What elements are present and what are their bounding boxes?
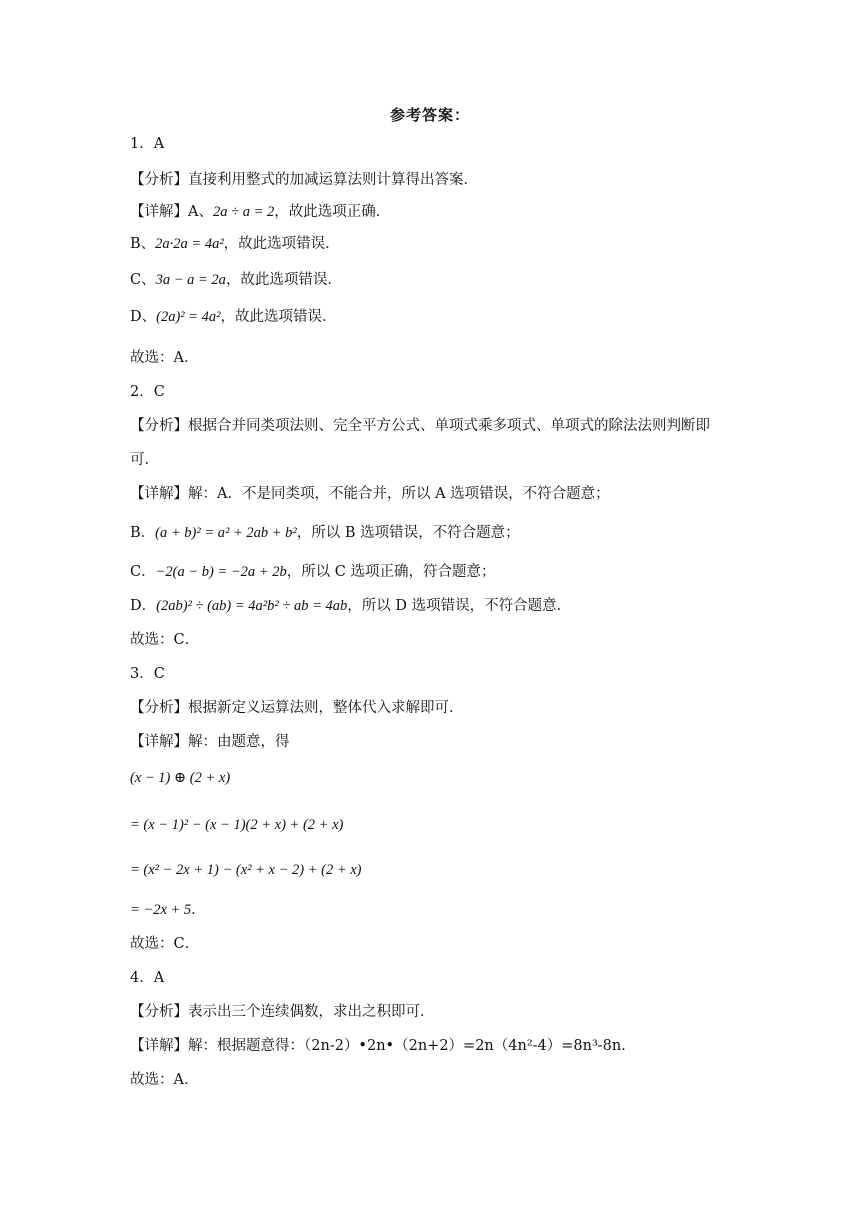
q1-d-math: (2a)² = 4a² [156,309,221,325]
q3-choose: 故选：C． [130,936,200,952]
q2-number: 2．C [130,384,165,400]
q3-step-4-end: ． [191,902,206,918]
q2-b-suffix: ，所以 B 选项错误，不符合题意； [296,525,520,541]
q2-c-suffix: ，所以 C 选项正确，符合题意； [286,564,496,580]
q3-step-3: = (x² − 2x + 1) − (x² + x − 2) + (2 + x) [130,862,362,878]
q1-b-math: 2a·2a = 4a² [155,236,224,252]
q1-c-prefix: C、 [130,272,156,288]
q2-d-math: (2ab)² ÷ (ab) = 4a²b² ÷ ab = 4ab [156,598,348,614]
q1-d-suffix: ，故此选项错误． [220,309,337,325]
q2-c-prefix: C． [130,564,156,580]
q1-detail-math: 2a ÷ a = 2 [212,204,275,220]
q4-choose: 故选：A． [130,1072,199,1088]
q3-step-4-math: = −2x + 5 [130,902,192,918]
q2-d-prefix: D． [130,598,157,614]
q1-detail-suffix: ，故此选项正确． [274,204,391,220]
q2-c-math: −2(a − b) = −2a + 2b [155,564,287,580]
q1-b-suffix: ，故此选项错误． [223,236,340,252]
page-title: 参考答案： [389,106,470,124]
q2-analysis-line1: 【分析】根据合并同类项法则、完全平方公式、单项式乘多项式、单项式的除法法则判断即 [130,418,710,434]
q2-detail-b [130,523,520,543]
q1-c-math: 3a − a = 2a [155,272,226,288]
q4-number: 4．A [130,970,165,986]
q2-b-prefix: B． [130,525,156,541]
q2-b-math: (a + b)² = a² + 2ab + b² [155,525,297,541]
q2-d-suffix: ，所以 D 选项错误，不符合题意． [347,598,572,614]
q1-detail-b [130,234,340,254]
q2-choose: 故选：C． [130,632,200,648]
q4-detail: 【详解】解：根据题意得：（2n-2）•2n•（2n+2）=2n（4n²-4）=8n³-8n． [130,1038,636,1054]
q4-analysis: 【分析】表示出三个连续偶数，求出之积即可． [130,1004,435,1020]
q3-number: 3．C [130,666,165,682]
q3-step-4 [130,900,206,920]
q1-detail-c [130,270,342,290]
q3-analysis: 【分析】根据新定义运算法则，整体代入求解即可． [130,700,464,716]
q1-detail-prefix: 【详解】A、 [130,204,213,220]
q3-detail: 【详解】解：由题意，得 [130,734,290,750]
q2-detail-a: 【详解】解：A．不是同类项，不能合并，所以 A 选项错误，不符合题意； [130,486,610,502]
q1-d-prefix: D、 [130,309,157,325]
q1-c-suffix: ，故此选项错误． [225,272,342,288]
q3-step-1: (x − 1) ⊕ (2 + x) [130,770,231,786]
q3-step-2: = (x − 1)² − (x − 1)(2 + x) + (2 + x) [130,817,344,833]
q1-choose: 故选：A． [130,350,199,366]
q2-detail-d [130,596,571,616]
q1-analysis: 【分析】直接利用整式的加减运算法则计算得出答案． [130,172,478,188]
q1-detail-a [130,202,390,222]
q1-detail-d [130,307,337,327]
q2-analysis-line2: 可． [130,452,159,468]
q2-detail-c [130,562,496,582]
q1-b-prefix: B、 [130,236,156,252]
q1-number: 1．A [130,136,165,152]
